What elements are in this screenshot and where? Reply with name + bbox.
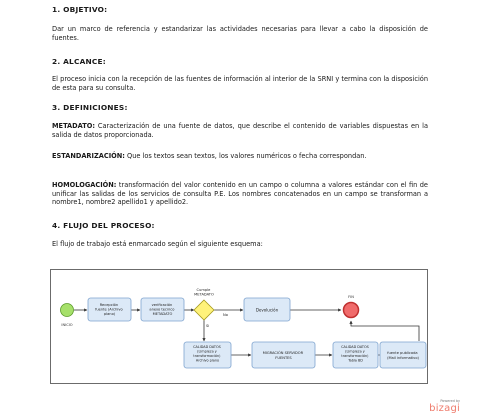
task-migracion-label: MIGRACIÓN SERVIDOR FUENTES (262, 351, 304, 360)
gateway-label: Cumple METADATO (194, 288, 214, 297)
powered-by-text: Powered by (440, 399, 460, 403)
heading-objetivo: 1. OBJETIVO: (52, 5, 108, 14)
paragraph-objetivo: Dar un marco de referencia y estandarizar las actividades necesarias para llevar a cabo la disposición de fuentes. (52, 25, 428, 42)
term-metadato: METADATO: (52, 122, 95, 130)
task-verificacion-label: verificación anexo tecnico METADATO (149, 303, 175, 316)
brand-text: bizagi (429, 403, 460, 414)
paragraph-alcance: El proceso inicia con la recepción de las fuentes de información al interior de la SRNI y termina con la disposición de esta para su consulta. (52, 75, 428, 92)
task-calidad-tabla-label: CALIDAD DATOS (Limpieza y transformación) Tabla BD (341, 345, 369, 363)
bizagi-logo (414, 398, 464, 418)
task-devolucion-label: Devolución (255, 307, 279, 313)
text-homologacion: transformación del valor contenido en un campo o columna a valores estándar con el fin de unificar las salidas de los servicios de consulta P.E. Los nombres concatenados en un campo se transforman a nombre1, nombre2 apellido1 y apellido2. (52, 181, 428, 207)
text-estandarizacion: Que los textos sean textos, los valores numéricos o fecha correspondan. (124, 152, 367, 160)
term-estandarizacion: ESTANDARIZACIÓN: (52, 152, 125, 160)
process-flow-diagram (50, 269, 428, 384)
end-event-icon (344, 303, 359, 318)
task-calidad-archivo-label: CALIDAD DATOS (Limpieza y transformación) Archivo plano (193, 345, 221, 363)
definition-homologacion (52, 181, 428, 207)
definition-metadato (52, 122, 428, 139)
start-label: INICIO (61, 323, 73, 327)
branch-si-label: Si (206, 324, 210, 328)
task-fuente-publicada (380, 342, 426, 368)
term-homologacion: HOMOLOGACIÓN: (52, 181, 117, 189)
paragraph-flujo: El flujo de trabajo está enmarcado según el siguiente esquema: (52, 240, 263, 248)
start-event-icon (61, 304, 74, 317)
heading-definiciones: 3. DEFINICIONES: (52, 103, 128, 112)
branch-no-label: No (223, 313, 228, 317)
text-metadato: Caracterización de una fuente de datos, que describe el contenido de variables dispuestas en la salida de datos proporcionada. (52, 122, 428, 139)
task-migracion (252, 342, 315, 368)
task-fuente-publicada-label: fuente publicada (Mail informativo) (387, 351, 419, 360)
heading-alcance: 2. ALCANCE: (52, 57, 106, 66)
task-recepcion-label: Recepción fuente (Archivo plano) (95, 303, 123, 316)
definition-estandarizacion (52, 152, 428, 161)
heading-flujo: 4. FLUJO DEL PROCESO: (52, 221, 155, 230)
end-label: FIN (348, 295, 354, 299)
